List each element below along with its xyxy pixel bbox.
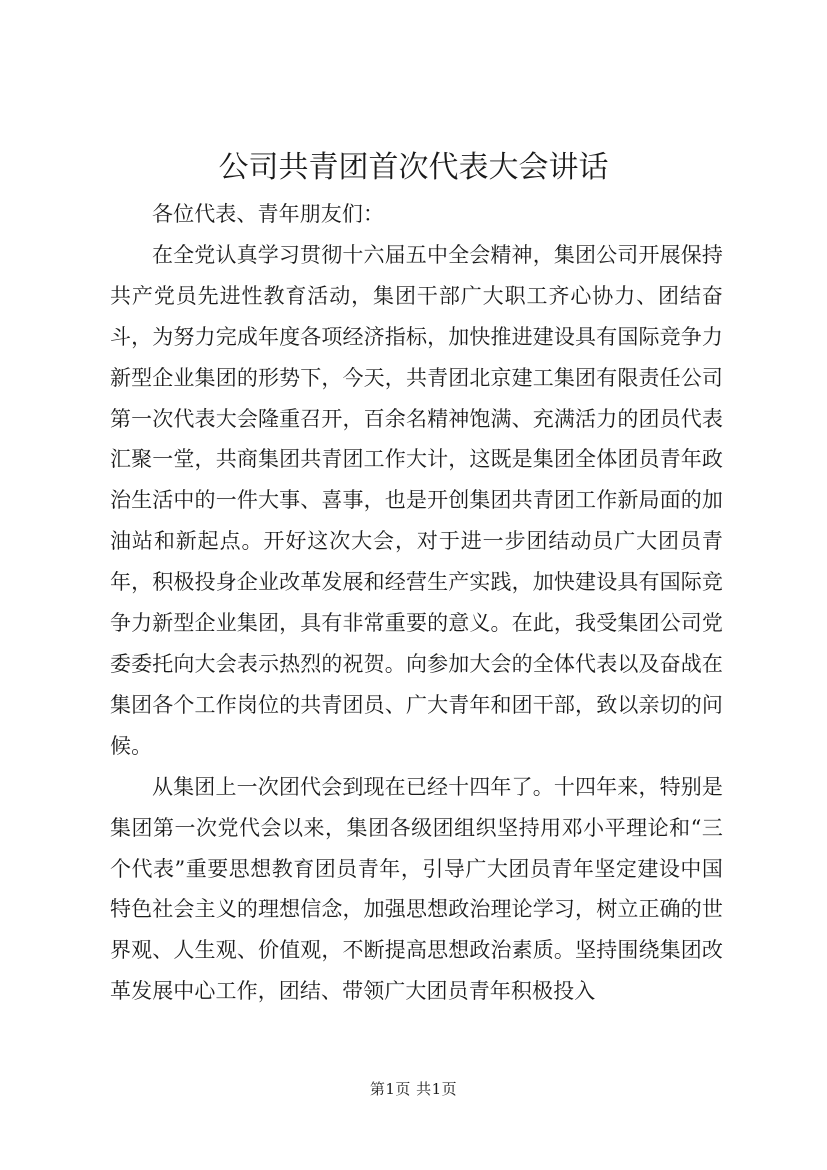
document-body	[110, 194, 723, 1012]
body-paragraph-1: 在全党认真学习贯彻十六届五中全会精神，集团公司开展保持共产党员先进性教育活动，集团干部广大职工齐心协力、团结奋斗，为努力完成年度各项经济指标，加快推进建设具有国际竞争力新型企业集团的形势下，今天，共青团北京建工集团有限责任公司第一次代表大会隆重召开，百余名精神饱满、充满活力的团员代表汇聚一堂，共商集团共青团工作大计，这既是集团全体团员青年政治生活中的一件大事、喜事，也是开创集团共青团工作新局面的加油站和新起点。开好这次大会，对于进一步团结动员广大团员青年，积极投身企业改革发展和经营生产实践，加快建设具有国际竞争力新型企业集团，具有非常重要的意义。在此，我受集团公司党委委托向大会表示热烈的祝贺。向参加大会的全体代表以及奋战在集团各个工作岗位的共青团员、广大青年和团干部，致以亲切的问候。	[110, 242, 723, 758]
document-title: 公司共青团首次代表大会讲话	[218, 150, 609, 185]
page-footer: 第1页 共1页	[369, 1080, 458, 1098]
body-paragraph-2: 从集团上一次团代会到现在已经十四年了。十四年来，特别是集团第一次党代会以来，集团各级团组织坚持用邓小平理论和“三个代表”重要思想教育团员青年，引导广大团员青年坚定建设中国特色社会主义的理想信念，加强思想政治理论学习，树立正确的世界观、人生观、价值观，不断提高思想政治素质。坚持围绕集团改革发展中心工作，团结、带领广大团员青年积极投入	[110, 774, 723, 1004]
salutation: 各位代表、青年朋友们：	[152, 202, 385, 226]
